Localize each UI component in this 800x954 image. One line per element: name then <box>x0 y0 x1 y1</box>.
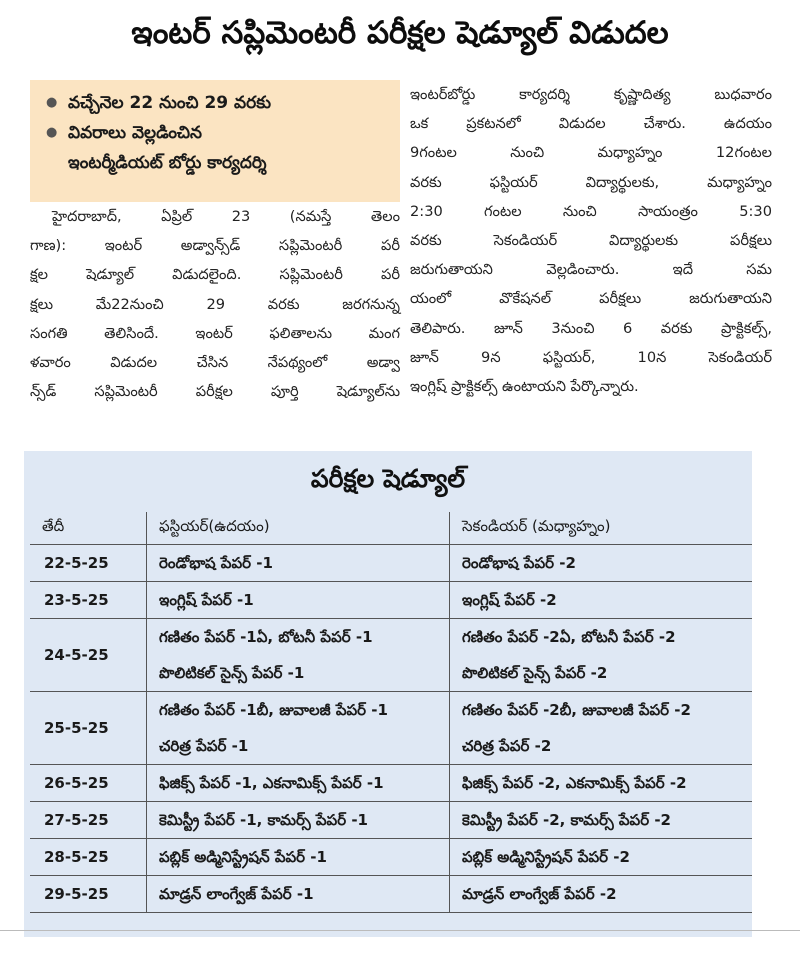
second-year-exam <box>450 692 753 765</box>
first-year-exam <box>147 765 450 802</box>
article-line: క్షలు మే22నుంచి 29 వరకు జరగనున్న <box>30 295 400 313</box>
article-line: గాణ): ఇంటర్ అడ్వాన్స్‌డ్ సప్లిమెంటరీ పరీ <box>30 237 400 255</box>
exam-paper: కెమిస్ట్రీ పేపర్ -1, కామర్స్ పేపర్ -1 <box>159 811 368 829</box>
bullet-icon: ● <box>46 125 58 140</box>
exam-paper: పొలిటికల్ సైన్స్ పేపర్ -2 <box>462 664 608 682</box>
table-row <box>30 692 752 765</box>
article-line: జూన్ 9న ఫస్టియర్, 10న సెకండియర్ <box>410 348 772 366</box>
schedule-table <box>30 512 752 913</box>
bullet-icon: ● <box>46 95 58 110</box>
exam-paper: మాడ్రన్ లాంగ్వేజ్ పేపర్ -2 <box>462 885 617 903</box>
table-row <box>30 765 752 802</box>
exam-paper: గణితం పేపర్ -1బీ, జువాలజీ పేపర్ -1 <box>159 701 388 719</box>
headline: ఇంటర్ సప్లిమెంటరీ పరీక్షల షెడ్యూల్ విడుదల <box>131 15 669 51</box>
article-line: వరకు సెకండియర్ విద్యార్థులకు పరీక్షలు <box>410 232 772 250</box>
table-row <box>30 876 752 913</box>
table-row <box>30 619 752 692</box>
highlight-item <box>46 118 390 148</box>
exam-paper: ఇంగ్లిష్ పేపర్ -2 <box>462 591 557 609</box>
second-year-exam <box>450 839 753 876</box>
table-row <box>30 545 752 582</box>
exam-paper: ఫిజిక్స్ పేపర్ -1, ఎకనామిక్స్ పేపర్ -1 <box>159 774 384 792</box>
exam-paper: పొలిటికల్ సైన్స్ పేపర్ -1 <box>159 664 305 682</box>
highlight-box <box>30 80 400 202</box>
article-line: న్స్‌డ్ సప్లిమెంటరీ పరీక్షల పూర్తి షెడ్యూల్‌ను <box>30 383 400 401</box>
article-line: క్షల షెడ్యూల్ విడుదలైంది. సప్లిమెంటరీ పరీ <box>30 266 400 284</box>
exam-paper: రెండోభాష పేపర్ -1 <box>159 554 273 572</box>
highlight-text: వచ్చేనెల 22 నుంచి 29 వరకు <box>68 93 271 113</box>
exam-paper: పబ్లిక్ అడ్మినిస్ట్రేషన్ పేపర్ -2 <box>462 848 630 866</box>
exam-paper: గణితం పేపర్ -2ఏ, బోటనీ పేపర్ -2 <box>462 628 676 646</box>
highlight-text: ఇంటర్మీడియట్ బోర్డు కార్యదర్శి <box>68 153 267 173</box>
article-body-right <box>410 80 772 401</box>
table-row <box>30 802 752 839</box>
article-line: వరకు ఫస్టియర్ విద్యార్థులకు, మధ్యాహ్నం <box>410 173 772 191</box>
article-body-left <box>30 202 400 406</box>
schedule-title: పరీక్షల షెడ్యూల్ <box>310 464 466 493</box>
second-year-exam <box>450 802 753 839</box>
exam-paper: చరిత్ర పేపర్ -2 <box>462 737 552 755</box>
second-year-exam <box>450 582 753 619</box>
exam-date: 24-5-25 <box>30 619 147 692</box>
first-year-exam <box>147 582 450 619</box>
article-line: సంగతి తెలిసిందే. ఇంటర్ ఫలితాలను మంగ <box>30 324 400 342</box>
article-line: తెలిపారు. జూన్ 3నుంచి 6 వరకు ప్రాక్టికల్స్, <box>410 319 772 337</box>
article-line: జరుగుతాయని వెల్లడించారు. ఇదే సమ <box>410 261 772 279</box>
exam-date: 22-5-25 <box>30 545 147 582</box>
exam-date: 27-5-25 <box>30 802 147 839</box>
column-header-first-year: ఫస్టియర్(ఉదయం) <box>147 512 450 545</box>
table-header-row <box>30 512 752 545</box>
exam-paper: మాడ్రన్ లాంగ్వేజ్ పేపర్ -1 <box>159 885 314 903</box>
first-year-exam <box>147 692 450 765</box>
first-year-exam <box>147 839 450 876</box>
article-line: ఒక ప్రకటనలో విడుదల చేశారు. ఉదయం <box>410 115 772 133</box>
table-row <box>30 582 752 619</box>
first-year-exam <box>147 802 450 839</box>
exam-paper: గణితం పేపర్ -2బీ, జువాలజీ పేపర్ -2 <box>462 701 691 719</box>
exam-paper: చరిత్ర పేపర్ -1 <box>159 737 249 755</box>
exam-paper: గణితం పేపర్ -1ఏ, బోటనీ పేపర్ -1 <box>159 628 373 646</box>
highlight-text: వివరాలు వెల్లడించిన <box>68 123 202 143</box>
highlight-item <box>46 88 390 118</box>
second-year-exam <box>450 765 753 802</box>
exam-paper: కెమిస్ట్రీ పేపర్ -2, కామర్స్ పేపర్ -2 <box>462 811 671 829</box>
exam-date: 26-5-25 <box>30 765 147 802</box>
column-header-second-year: సెకండియర్ (మధ్యాహ్నం) <box>450 512 753 545</box>
exam-date: 25-5-25 <box>30 692 147 765</box>
article-line: ళవారం విడుదల చేసిన నేపథ్యంలో అడ్వా <box>30 354 400 372</box>
second-year-exam <box>450 545 753 582</box>
article-line: యంలో వొకేషనల్ పరీక్షలు జరుగుతాయని <box>410 290 772 308</box>
column-header-date: తేదీ <box>30 512 147 545</box>
article-line: హైదరాబాద్, ఏప్రిల్ 23 (నమస్తే తెలం <box>52 208 400 225</box>
exam-paper: రెండోభాష పేపర్ -2 <box>462 554 576 572</box>
exam-date: 28-5-25 <box>30 839 147 876</box>
first-year-exam <box>147 545 450 582</box>
exam-paper: పబ్లిక్ అడ్మినిస్ట్రేషన్ పేపర్ -1 <box>159 848 327 866</box>
second-year-exam <box>450 876 753 913</box>
exam-paper: ఇంగ్లిష్ పేపర్ -1 <box>159 591 254 609</box>
exam-date: 29-5-25 <box>30 876 147 913</box>
divider <box>0 930 800 931</box>
article-line: 2:30 గంటల నుంచి సాయంత్రం 5:30 <box>410 202 772 220</box>
second-year-exam <box>450 619 753 692</box>
article-line: 9గంటల నుంచి మధ్యాహ్నం 12గంటల <box>410 144 772 162</box>
exam-date: 23-5-25 <box>30 582 147 619</box>
article-line: ఇంగ్లిష్ ప్రాక్టికల్స్ ఉంటాయని పేర్కొన్నారు. <box>410 378 639 396</box>
exam-paper: ఫిజిక్స్ పేపర్ -2, ఎకనామిక్స్ పేపర్ -2 <box>462 774 687 792</box>
table-row <box>30 839 752 876</box>
first-year-exam <box>147 619 450 692</box>
first-year-exam <box>147 876 450 913</box>
article-line: ఇంటర్‌బోర్డు కార్యదర్శి కృష్ణాదిత్య బుధవారం <box>410 86 772 103</box>
